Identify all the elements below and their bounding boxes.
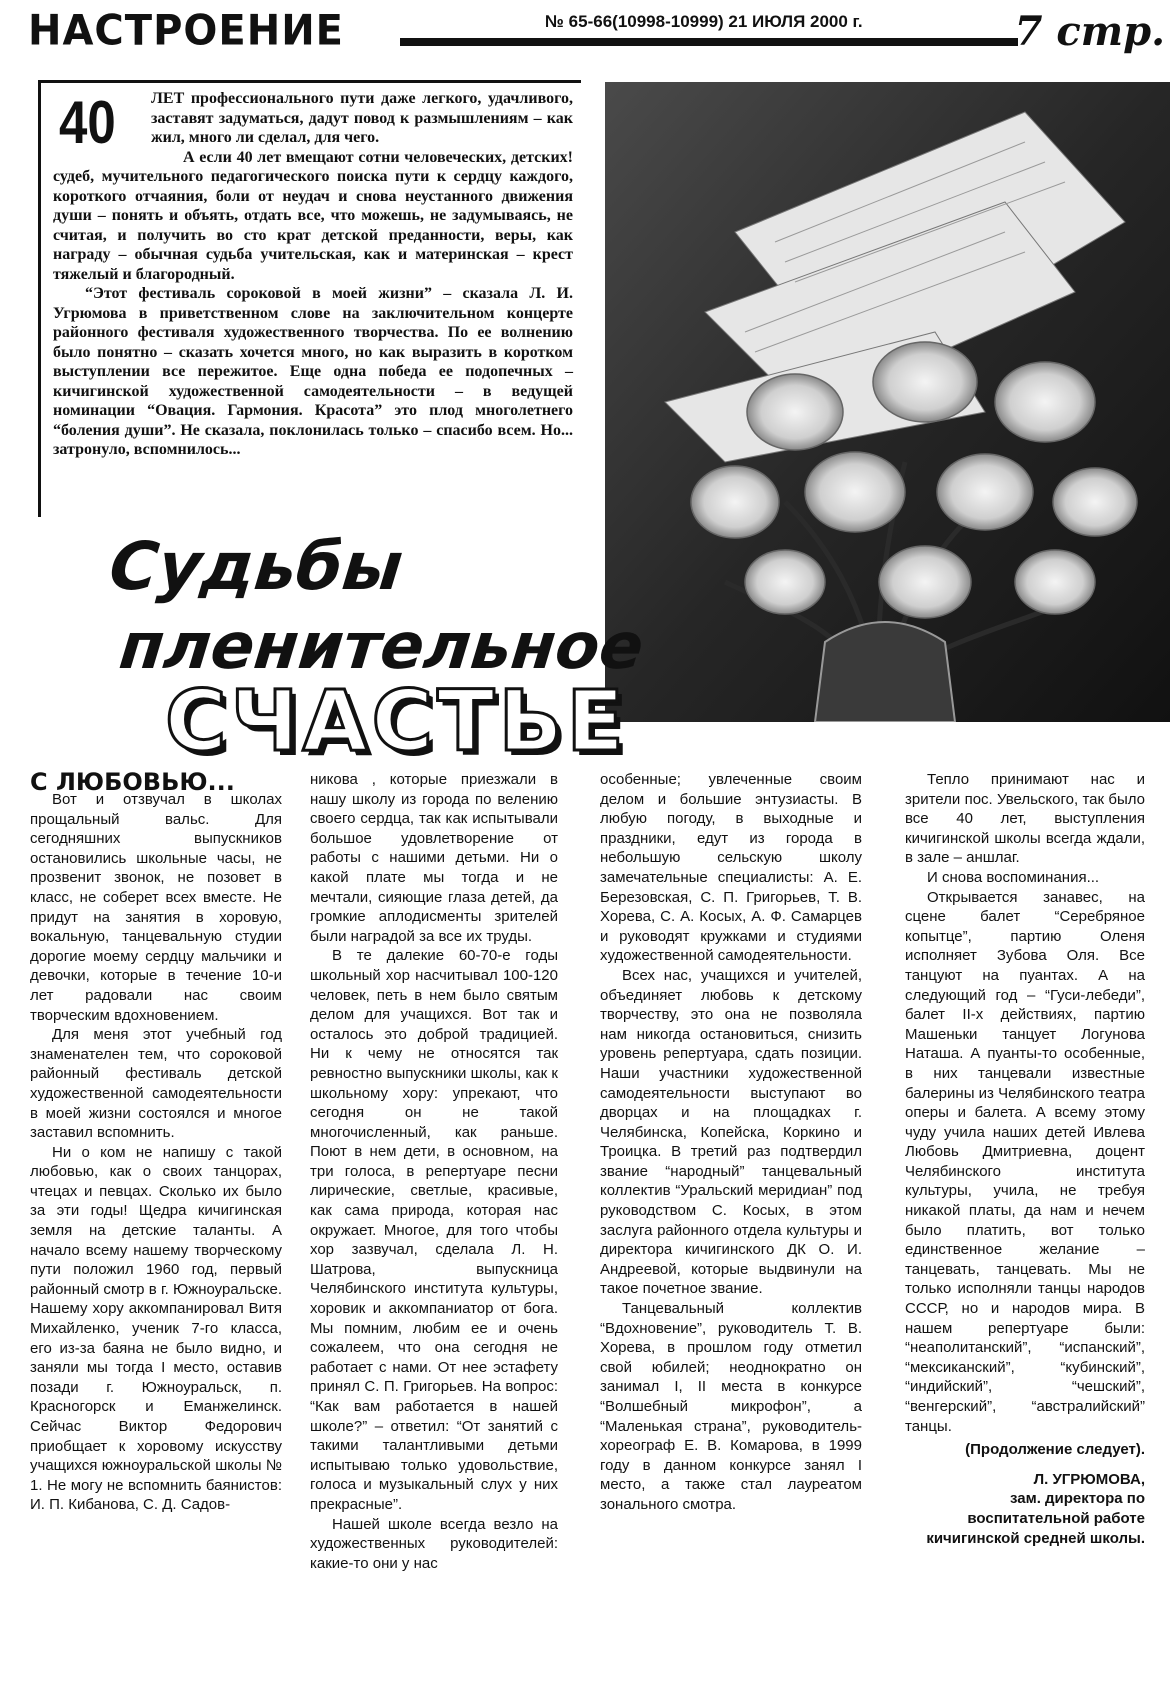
column-3-paragraph: особенные; увлеченные своим делом и большие энтузиасты. В любую погоду, в выходные и праздники, едут из города в небольшую сельскую школу замечательные специалисты: А. Е. Березовская, С. П. Григорьев, Т. В. Хорева, С. А. Косых, А. Ф. Самарцев и руководят кружками и студиями художественной самодеятельности. (600, 771, 862, 965)
column-3-paragraph: Танцевальный коллектив “Вдохновение”, руководитель Т. В. Хорева, в прошлом году отметил свой юбилей; неоднократно он занимал I, II места в конкурсе “Волшебный микрофон”, а “Маленькая страна”, руководитель-хореограф Е. В. Комарова, в 1999 году в данном конкурсе занял I место, а также стал лауреатом зонального смотра. (600, 1300, 862, 1513)
author-name: Л. УГРЮМОВА, (1033, 1470, 1145, 1488)
column-1-paragraph: Для меня этот учебный год знаменателен тем, что сороковой районный фестиваль детской художественной самодеятельности в моей жизни состоялся и многое заставил вспомнить. (30, 1026, 282, 1142)
article-column-2 (310, 770, 558, 1573)
lead-number: 40 (59, 89, 116, 156)
column-2-paragraph: никова , которые приезжали в нашу школу из города по велению своего сердца, так как испытывали большое удовлетворение от работы с нашими детьми. Ни о какой плате мы тогда и не мечтали, сияющие глаза детей, да громкие аплодисменты зрителей были наградой за все их труды. (310, 771, 558, 945)
column-1-paragraph: Ни о ком не напишу с такой любовью, как о своих танцорах, чтецах и певцах. Сколько их было за эти годы! Щедра кичигинская земля на детские таланты. А начало всему нашему творческому пути положил 1960 год, первый районный смотр в г. Южноуральске. Нашему хору аккомпанировал Витя Михайленко, ученик 7-го класса, его из-за баяна не было видно, и заняли мы тогда I место, оставив позади г. Южноуральск, п. Красногорск и Еманжелинск. Сейчас Виктор Федорович приобщает к хоровому искусству учащихся южноуральской школы № 1. Не могу не вспомнить баянистов: И. П. Кибанова, С. Д. Садов- (30, 1143, 282, 1514)
headline-line-2: пленительное (116, 610, 647, 684)
article-column-4 (905, 770, 1145, 1548)
column-3-paragraph: Всех нас, учащихся и учителей, объединяет любовь к детскому творчеству, это она не позволяла нам никогда остановиться, снизить уровень репертуара, сдать позиции. Наши участники художественной самодеятельности выступают во дворцах и на площадках г. Челябинска, Копейска, Коркино и Троицка. В третий раз подтвердил звание “народный” танцевальный коллектив “Уральский меридиан” под руководством С. Косых, в этом заслуга районного отдела культуры и директора кичигинского ДК О. И. Андреевой, которые выдвинули на такое почетное звание. (600, 966, 862, 1298)
lead-text (53, 89, 573, 460)
article-column-3 (600, 770, 862, 1515)
page-number: 7 стр. (1014, 8, 1165, 55)
headline-line-1: Судьбы (105, 528, 407, 605)
column-4-paragraph: Тепло принимают нас и зрители пос. Увельского, так было все 40 лет, выступления кичигинской школы всегда ждали, в зале – аншлаг. (905, 771, 1145, 867)
column-2-paragraph: Нашей школе всегда везло на художественных руководителей: какие-то они у нас (310, 1515, 558, 1572)
lead-paragraph-2: А если 40 лет вмещают сотни человеческих, детских! судеб, мучительного педагогического поиска пути к сердцу каждого, короткого отчаяния, боли от неудач и снова неустанного движения души – понять и объять, отдать все, что можешь, не задумываясь, не считая, и получить во сто крат детской преданности, веры, как награду – обычная судьба учительская, как и материнская – крест тяжелый и благородный. (53, 148, 573, 283)
column-2-paragraph: В те далекие 60-70-е годы школьный хор насчитывал 100-120 человек, петь в нем было святым делом для учащихся. Вот так и осталось это доброй традицией. Ни к чему не относятся так ревностно выпускники школы, как к школьному хору: упрекают, что сегодня он не такой многочисленный, как раньше. Поют в нем дети, в основном, на три голоса, в репертуаре песни лирические, светлые, красивые, как сама природа, которая нас окружает. Многое, для того чтобы хор зазвучал, сделала Л. Н. Шатрова, выпускница Челябинского института культуры, хоровик и аккомпаниатор от бога. Мы помним, любим ее и очень сожалеем, что она сегодня не работает с нами. От нее эстафету принял С. П. Григорьев. На вопрос: “Как вам работается в нашей школе?” – ответил: “От занятий с такими талантливыми детьми испытываю только удовольствие, голоса и музыкальный слух у них прекрасные”. (310, 947, 558, 1513)
issue-info: № 65-66(10998-10999) 21 ИЮЛЯ 2000 г. (545, 12, 863, 31)
lead-box (38, 80, 581, 517)
article-subhead: С ЛЮБОВЬЮ... (30, 768, 235, 796)
column-1-paragraph: Вот и отзвучал в школах прощальный вальс. Для сегодняшних выпускников остановились школьные часы, не прозвенит звонок, не позовет в класс, не соберет всех вместе. Не придут на занятия в хоровую, вокальную, танцевальную студии дорогие моему сердцу мальчики и девочки, которые в течение 10-и лет радовали нас своим творческим вдохновением. (30, 791, 282, 1024)
lead-paragraph-3: “Этот фестиваль сороковой в моей жизни” – сказала Л. И. Угрюмова в приветственном слове на заключительном концерте районного фестиваля художественного творчества. По ее волнению было понятно – сказать хочется много, но как выразить в коротком выступлении все пережитое. Еще одна победа ее подопечных – кичигинской художественной самодеятельности – в ведущей номинации “Овация. Гармония. Красота” это плод многолетнего “боления души”. Не сказала, поклонилась только – спасибо всем. Но... затронуло, вспомнилось... (53, 285, 573, 458)
author-position: зам. директора по воспитательной работе кичигинской средней школы. (926, 1490, 1145, 1547)
headline-line-3: СЧАСТЬЕ (165, 672, 628, 770)
lead-paragraph-1: ЛЕТ профессионального пути даже легкого, удачливого, заставят задуматься, дадут повод к размышлениям – как жил, много ли сделал, для чего. (151, 90, 573, 146)
article-column-1 (30, 790, 282, 1515)
column-4-paragraph: Открывается занавес, на сцене балет “Серебряное копытце”, партию Оленя исполняет Зубова Оля. Все танцуют на пуантах. А на следующий год – “Гуси-лебеди”, балет II-х действиях, партию Машеньки танцует Логунова Наташа. А пуанты-то особенные, в них танцевали известные балерины из Челябинского театра оперы и балета. А всему этому чуду учила наших детей Ивлева Любовь Дмитриевна, доцент Челябинского института культуры, учила, не требуя никакой платы, да нам и нечем было платить, вот только единственное желание – танцевать, танцевать. Мы не только исполняли танцы народов СССР, но и народов мира. В нашем репертуаре были: “неаполитанский”, “испанский”, “мексиканский”, “кубинский”, “индийский”, “чешский”, “венгерский”, “австралийский” танцы. (905, 888, 1145, 1435)
header-rule (400, 38, 1018, 46)
flowers-photo (605, 82, 1170, 722)
column-4-paragraph: И снова воспоминания... (927, 868, 1100, 886)
section-rubric: НАСТРОЕНИЕ (28, 6, 344, 56)
continued-note: (Продолжение следует). (965, 1441, 1145, 1459)
